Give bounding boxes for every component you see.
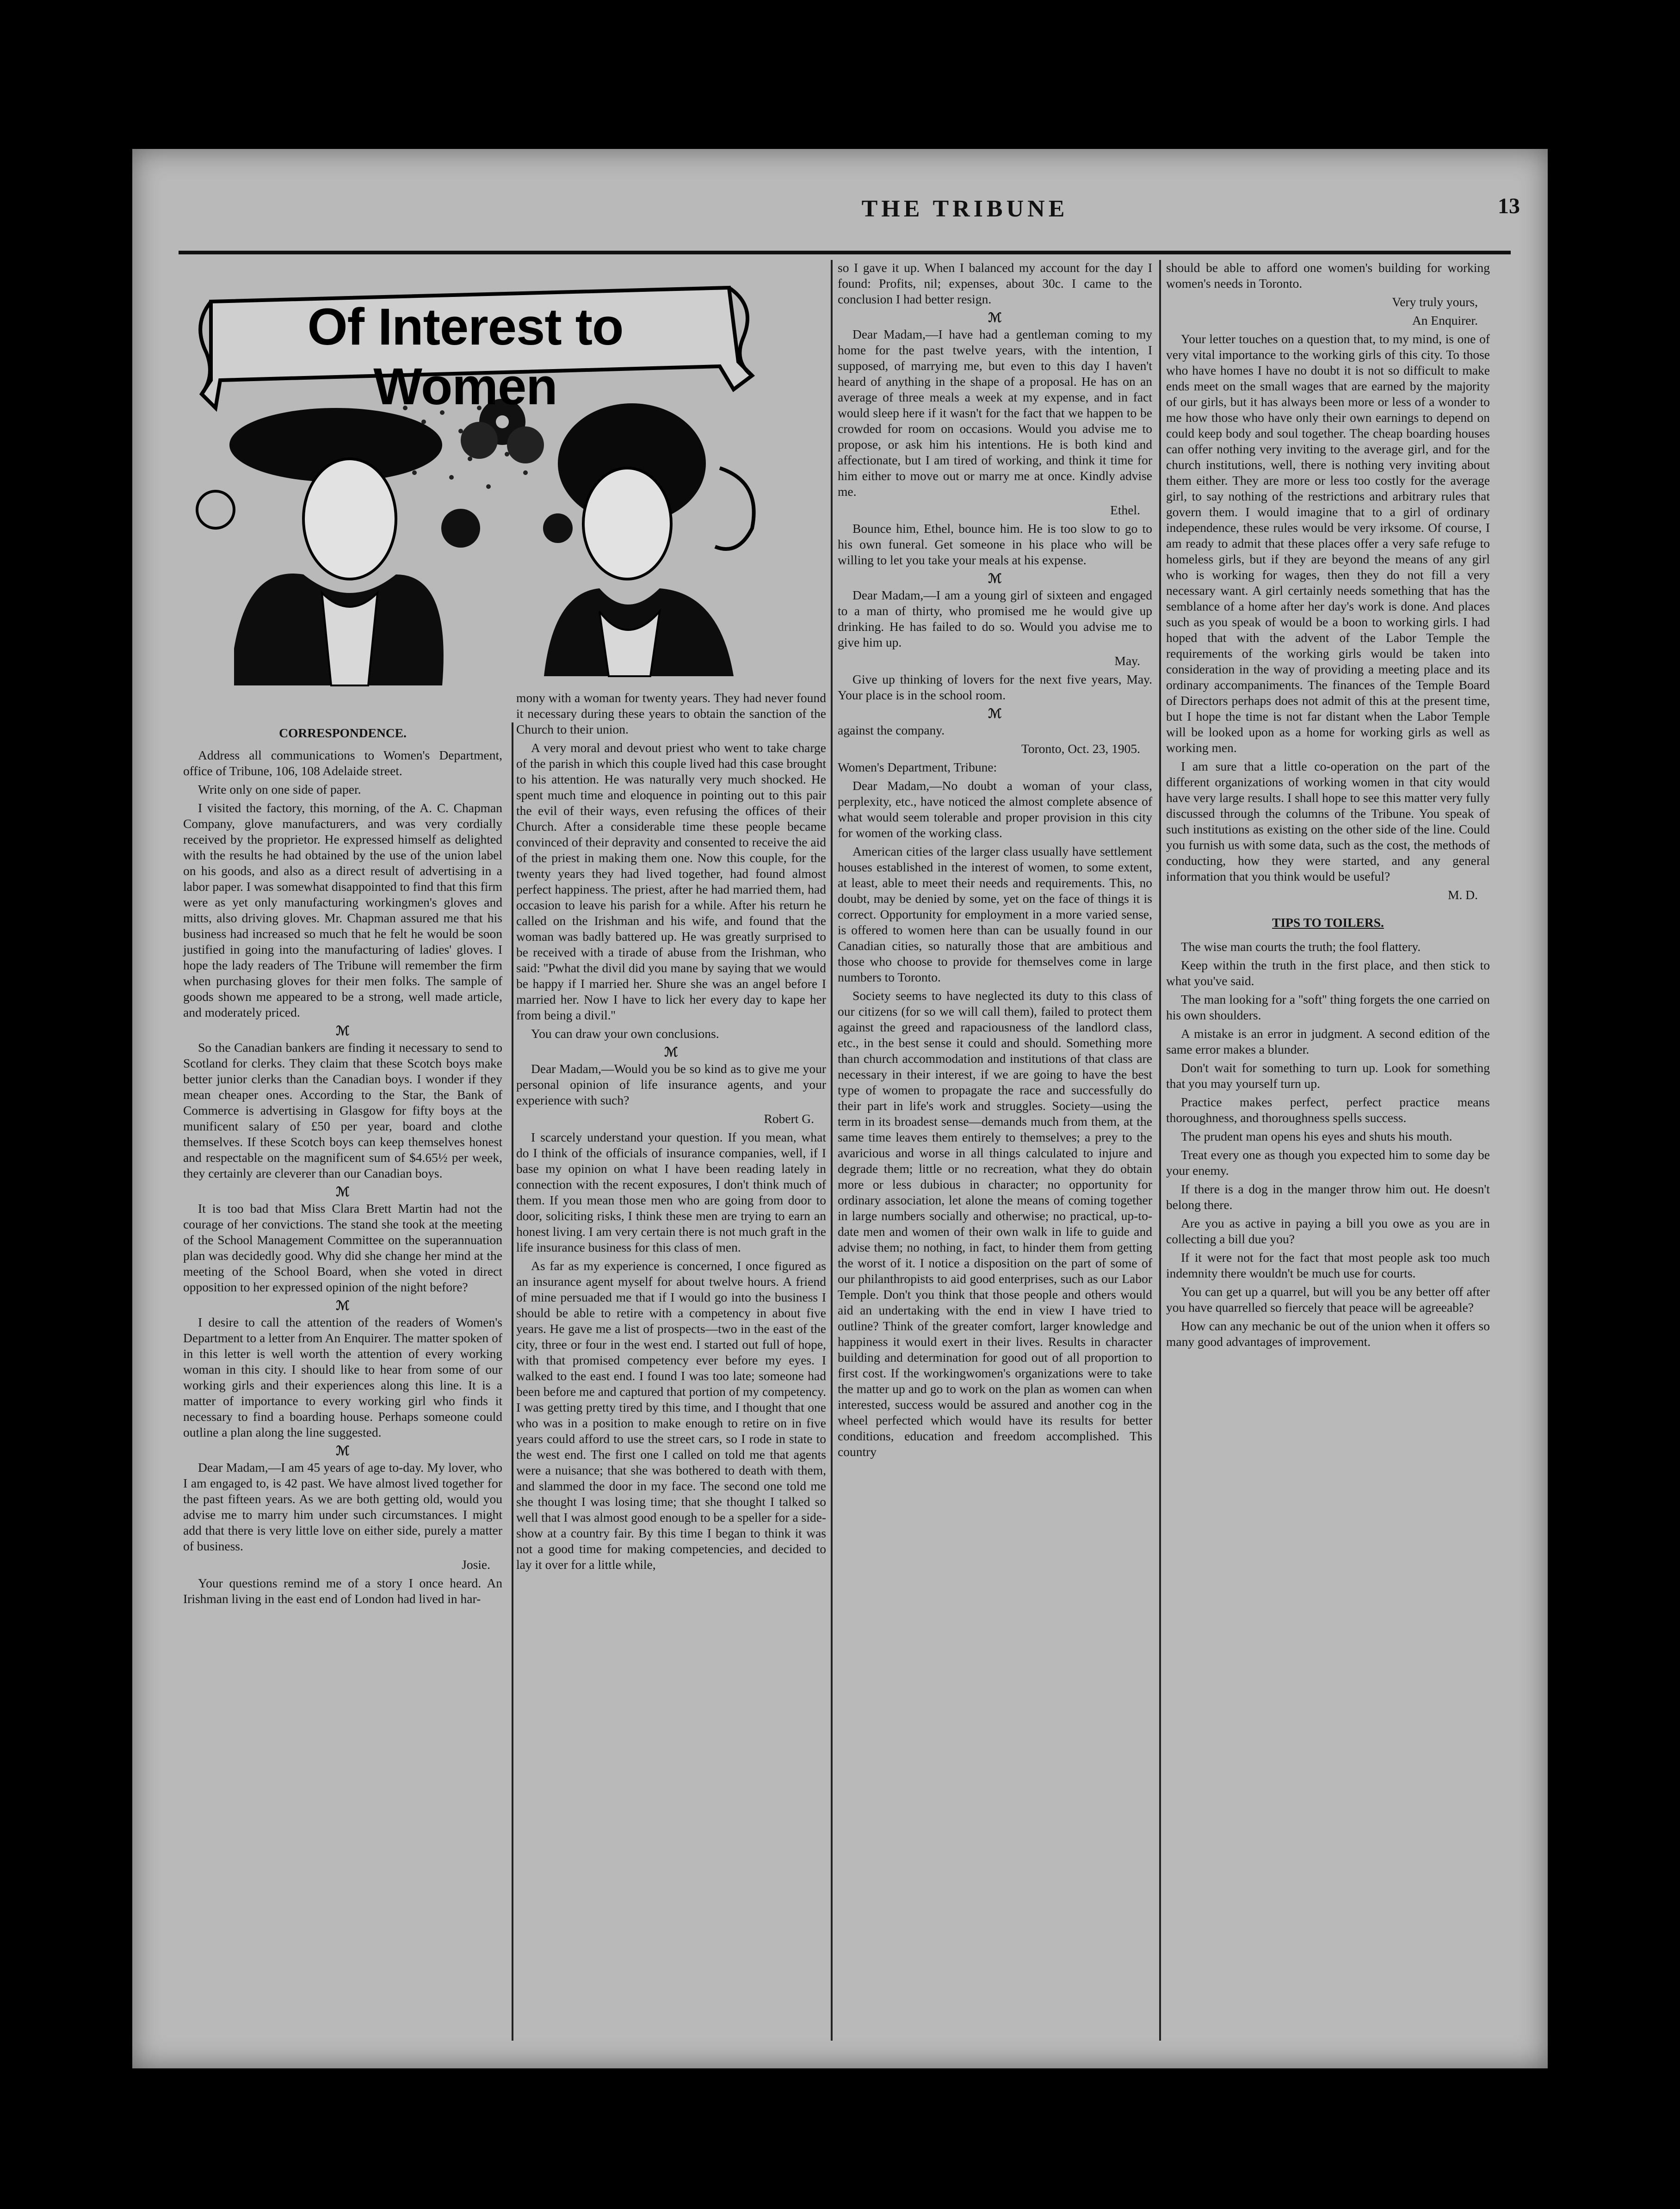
article-paragraph: Give up thinking of lovers for the next five years, May. Your place is in the school room. xyxy=(838,672,1152,702)
article-paragraph: so I gave it up. When I balanced my account for the day I found: Profits, nil; expenses, about 30c. I came to the conclusion I had better resign. xyxy=(838,260,1152,306)
tip-item: You can get up a quarrel, but will you be any better off after you have quarrelled so fiercely that peace will be agreeable? xyxy=(1166,1284,1490,1314)
letter-signature: Robert G. xyxy=(764,1111,814,1126)
column-rule xyxy=(1159,260,1161,2041)
woman-illustration-left xyxy=(197,408,444,685)
article-paragraph: It is too bad that Miss Clara Brett Martin had not the courage of her convictions. The stand she took at the meeting of the School Management Committee on the superannuation plan was decidedly good. Why did she change her mind at the meeting of the School Board, when she voted in direct opposition to her expressed opinion of the night before? xyxy=(183,1201,502,1294)
column-rule xyxy=(512,722,513,2041)
tip-item: Practice makes perfect, perfect practice means thoroughness, and thoroughness spells success. xyxy=(1166,1095,1490,1125)
letter-paragraph: Dear Madam,—Would you be so kind as to give me your personal opinion of life insurance agents, and your experience with such? xyxy=(516,1061,826,1107)
letter-paragraph: American cities of the larger class usually have settlement houses established in the interest of women, to some extent, at least, able to meet their needs and requirements. This, no doubt, may be denied by some, yet on the face of things it is correct. Opportunity for employment in a more varied sense, is offered to women here than can be usually found in our Canadian cities, so naturally those that are ambitious and those who choose to provide for themselves come in large numbers to Toronto. xyxy=(838,844,1152,984)
letter-signature: Josie. xyxy=(462,1557,490,1572)
page-number: 13 xyxy=(1498,194,1520,218)
letter-dateline: Toronto, Oct. 23, 1905. xyxy=(1021,741,1140,756)
letter-address: Women's Department, Tribune: xyxy=(838,760,997,774)
header-rule xyxy=(179,251,1511,254)
separator-mark: ℳ xyxy=(664,1045,678,1059)
tip-item: The prudent man opens his eyes and shuts his mouth. xyxy=(1181,1129,1452,1143)
column-rule xyxy=(831,260,833,2041)
separator-mark: ℳ xyxy=(988,310,1002,325)
article-paragraph: against the company. xyxy=(838,723,945,737)
article-paragraph: I scarcely understand your question. If you mean, what do I think of the officials of insurance companies, well, if I base my opinion on what I have been reading lately in connection with the recent exposures, I don't think much of them. If you mean those men who are going from door to door, soliciting risks, I think these men are trying to earn an honest living. I am very certain there is not much graft in the life insurance business for this class of men. xyxy=(516,1130,826,1254)
article-paragraph: I visited the factory, this morning, of the A. C. Chapman Company, glove manufacturers, and was very cordially received by the proprietor. He expressed himself as delighted with the results he had obtained by the use of the union label on his goods, and also as a direct result of advertising in a labor paper. I was somewhat disappointed to find that this firm were as yet only manufacturing workingmen's gloves and mitts, also driving gloves. Mr. Chapman assured me that his business had increased so much that he felt he would be soon justified in going into the manufacturing of ladies' gloves. I hope the lady readers of The Tribune will remember the firm when purchasing gloves for their men folks. The sample of goods shown me appeared to be a strong, well made article, and moderately priced. xyxy=(183,801,502,1019)
article-paragraph: Bounce him, Ethel, bounce him. He is too slow to go to his own funeral. Get someone in his place who will be willing to let you take your meals at his expense. xyxy=(838,521,1152,567)
tip-item: Are you as active in paying a bill you owe as you are in collecting a bill due you? xyxy=(1166,1216,1490,1246)
letter-paragraph: should be able to afford one women's building for working women's needs in Toronto. xyxy=(1166,260,1490,290)
tip-item: If there is a dog in the manger throw him out. He doesn't belong there. xyxy=(1166,1182,1490,1212)
letter-paragraph: Society seems to have neglected its duty to this class of our citizens (for so we will call them), failed to protect them against the greed and rapaciousness of the landlord class, etc., in the best sense it could and should. Something more than church accommodation and institutions of that class are necessary in their interest, if we are going to have the best type of women to propagate the race and successfully do their part in life's work and struggles. Society—using the term in its broadest sense—demands much from them, at the same time leaves them entirely to themselves; a prey to the avaricious and worse in all things calculated to injure and degrade them; little or no recreation, what they do obtain more or less dubious in character; no opportunity for ordinary association, let alone the means of coming together in large numbers socially and otherwise; no practical, up-to-date men and women of their own walk in life to guide and advise them; no nothing, in fact, to hinder them from getting the worst of it. I notice a disposition on the part of some of our philanthropists to aid good enterprises, such as our Labor Temple. Don't you think that those people and others would aid an undertaking with the end in view I have tried to outline? Think of the greater comfort, larger knowledge and happiness it would exert in their lives. Results in character building and determination for good out of all proportion to first cost. If the workingwomen's organizations were to take the matter up and go to work on the plan as women can when interested, success would be assured and another cog in the wheel perfected which would have its results for better conditions, education and freedom accomplished. This country xyxy=(838,988,1152,1459)
letter-signature: An Enquirer. xyxy=(1412,313,1478,327)
article-paragraph: As far as my experience is concerned, I once figured as an insurance agent myself for about twelve hours. A friend of mine persuaded me that if I would go into the business I should be able to retire with a competency in about five years. He gave me a list of prospects—two in the east of the city, three or four in the west end. I started out full of hope, with that promised competency ever before my eyes. I walked to the east end. I found I was too late; someone had been before me and captured that portion of my competency. I was getting pretty tired by this time, and I thought that one who was in a position to make enough to retire on in five years could afford to use the street cars, so I rode in state to the west end. The first one I called on told me that agents were a nuisance; that she was bothered to death with them, and slammed the door in my face. The second one told me she thought I was losing time; that she thought I talked so well that I was almost good enough to be a speller for a side-show at a country fair. By this time I began to think it was not a good time for making competencies, and decided to lay it over for a little while, xyxy=(516,1259,826,1572)
column-3 xyxy=(838,260,1152,1462)
address-note: Address all communications to Women's Department, office of Tribune, 106, 108 Adelaide street. xyxy=(183,748,502,778)
article-paragraph: So the Canadian bankers are finding it necessary to send to Scotland for clerks. They claim that these Scotch boys make better junior clerks than the Canadian boys. I wonder if they mean cheaper ones. According to the Star, the Bank of Commerce is advertising in Glasgow for fifty boys at the munificent salary of £50 per year, board and clothe themselves. If these Scotch boys can keep themselves honest and respectable on the magnificent sum of $4.65½ per week, they certainly are cleverer than our Canadian boys. xyxy=(183,1040,502,1180)
article-paragraph: A very moral and devout priest who went to take charge of the parish in which this couple lived had this case brought to his attention. He was naturally very much shocked. He spent much time and eloquence in pointing out to this pair the evil of their ways, even refusing the offices of their Church. After a considerable time these people became convinced of their depravity and consented to receive the aid of the priest in making them one. Now this couple, for the twenty years they had lived together, had found almost perfect happiness. The priest, after he had married them, had occasion to leave his parish for a while. After his return he called on the Irishman and his wife, and found that the woman was badly battered up. He was greatly surprised to be received with a tirade of abuse from the Irishman, who said: ''Pwhat the divil did you mane by saying that we would be happy if I married her. Shure she was an angel before I married her. Now I have to lick her every day to kape her from being a divil.'' xyxy=(516,740,826,1022)
masthead: THE TRIBUNE xyxy=(861,196,1069,222)
separator-mark: ℳ xyxy=(988,706,1002,721)
tip-item: A mistake is an error in judgment. A second edition of the same error makes a blunder. xyxy=(1166,1026,1490,1056)
letter-paragraph: Dear Madam,—No doubt a woman of your class, perplexity, etc., have noticed the almost complete absence of what would seem tolerable and proper provision in this city for women of the working class. xyxy=(838,778,1152,840)
newspaper-page xyxy=(132,149,1548,2068)
banner-title: Of Interest to Women xyxy=(307,298,624,415)
letter-signature: Ethel. xyxy=(1110,503,1140,517)
tip-item: Keep within the truth in the first place, and then stick to what you've said. xyxy=(1166,958,1490,988)
section-heading: CORRESPONDENCE. xyxy=(279,726,407,740)
column-4 xyxy=(1166,260,1490,1352)
tip-item: Don't wait for something to turn up. Look for something that you may yourself turn up. xyxy=(1166,1061,1490,1091)
letter-closing: Very truly yours, xyxy=(1392,295,1478,309)
letter-paragraph: Dear Madam,—I am a young girl of sixteen and engaged to a man of thirty, who promised me he would give up drinking. He has failed to do so. Would you advise me to give him up. xyxy=(838,588,1152,649)
write-note: Write only on one side of paper. xyxy=(198,782,361,796)
article-paragraph: I desire to call the attention of the readers of Women's Department to a letter from An Enquirer. The matter spoken of in this letter is well worth the attention of every working woman in this city. I should like to hear from some of our working girls and their experiences along this line. It is a matter of importance to every working girl who finds it necessary to find a boarding house. Perhaps someone could outline a plan along the line suggested. xyxy=(183,1315,502,1439)
tips-heading: TIPS TO TOILERS. xyxy=(1272,915,1384,930)
separator-mark: ℳ xyxy=(988,571,1002,586)
flower-icon xyxy=(441,399,573,548)
letter-paragraph: Dear Madam,—I am 45 years of age to-day. My lover, who I am engaged to, is 42 past. We have almost lived together for the past fifteen years. As we are both getting old, would you advise me to marry him under such circumstances. I might add that there is very little love on either side, purely a matter of business. xyxy=(183,1460,502,1553)
article-paragraph: You can draw your own conclusions. xyxy=(531,1026,719,1041)
article-paragraph: mony with a woman for twenty years. They had never found it necessary during these years to obtain the sanction of the Church to their union. xyxy=(516,691,826,736)
woman-illustration-right xyxy=(544,403,754,676)
tip-item: How can any mechanic be out of the union when it offers so many good advantages of improvement. xyxy=(1166,1319,1490,1349)
separator-mark: ℳ xyxy=(336,1185,350,1199)
tip-item: Treat every one as though you expected him to some day be your enemy. xyxy=(1166,1148,1490,1178)
article-paragraph: Your letter touches on a question that, to my mind, is one of very vital importance to the working girls of this city. To those who have homes I have no doubt it is not so difficult to make ends meet on the small wages that are earned by the majority of our girls, but it has always been more or less of a wonder to me how those who have only their own earnings to depend on could keep body and soul together. The cheap boarding houses can offer nothing very inviting to the average girl, and for the church institutions, well, there is nothing very inviting about them either. They are more or less too costly for the average girl, to say nothing of the restrictions and arbitrary rules that govern them. I would imagine that to a girl of ordinary independence, these rules would be very irksome. Of course, I am ready to admit that these places offer a very safe refuge to homeless girls, but if they are beyond the means of any girl who is working for wages, then they do not fill a very necessary want. A girl certainly needs something that has the semblance of a home after her day's work is done. And places such as you speak of would be a boon to working girls. I had hoped that with the advent of the Labor Temple the requirements of the working girls would be taken into consideration in the way of providing a meeting place and its ordinary accompaniments. The finances of the Temple Board of Directors perhaps does not admit of this at the present time, but I hope the time is not far distant when the Labor Temple will be looked upon as a home for working girls as well as working men. xyxy=(1166,332,1490,755)
tip-item: The wise man courts the truth; the fool flattery. xyxy=(1181,939,1421,954)
article-paragraph: Your questions remind me of a story I once heard. An Irishman living in the east end of London had lived in har- xyxy=(183,1576,502,1606)
letter-paragraph: Dear Madam,—I have had a gentleman coming to my home for the past twelve years, with the intention, I supposed, of marrying me, but even to this day I haven't heard of anything in the shape of a proposal. He has on an average of three meals a week at my expense, and in fact would sleep here if it wasn't for the fact that we happen to be crowded for room on occasions. Would you advise me to propose, or ask him his intentions. He is both kind and affectionate, but I am tired of working, and think it time for him either to move out or marry me at once. Kindly advise me. xyxy=(838,327,1152,499)
column-1 xyxy=(183,722,502,1610)
letter-signature: May. xyxy=(1114,654,1140,668)
column-2 xyxy=(516,690,826,1575)
tip-item: The man looking for a ''soft'' thing forgets the one carried on his own shoulders. xyxy=(1166,992,1490,1022)
separator-mark: ℳ xyxy=(336,1024,350,1038)
separator-mark: ℳ xyxy=(336,1298,350,1313)
article-signature: M. D. xyxy=(1448,888,1478,902)
article-paragraph: I am sure that a little co-operation on the part of the different organizations of working women in that city would have very large results. I shall hope to see this matter very fully discussed through the columns of the Tribune. You speak of such institutions as existing on the other side of the line. Could you furnish us with some data, such as the cost, the methods of conducting, how they were started, and any general information that you think would be useful? xyxy=(1166,759,1490,883)
separator-mark: ℳ xyxy=(336,1444,350,1458)
tip-item: If it were not for the fact that most people ask too much indemnity there wouldn't be much use for courts. xyxy=(1166,1250,1490,1280)
